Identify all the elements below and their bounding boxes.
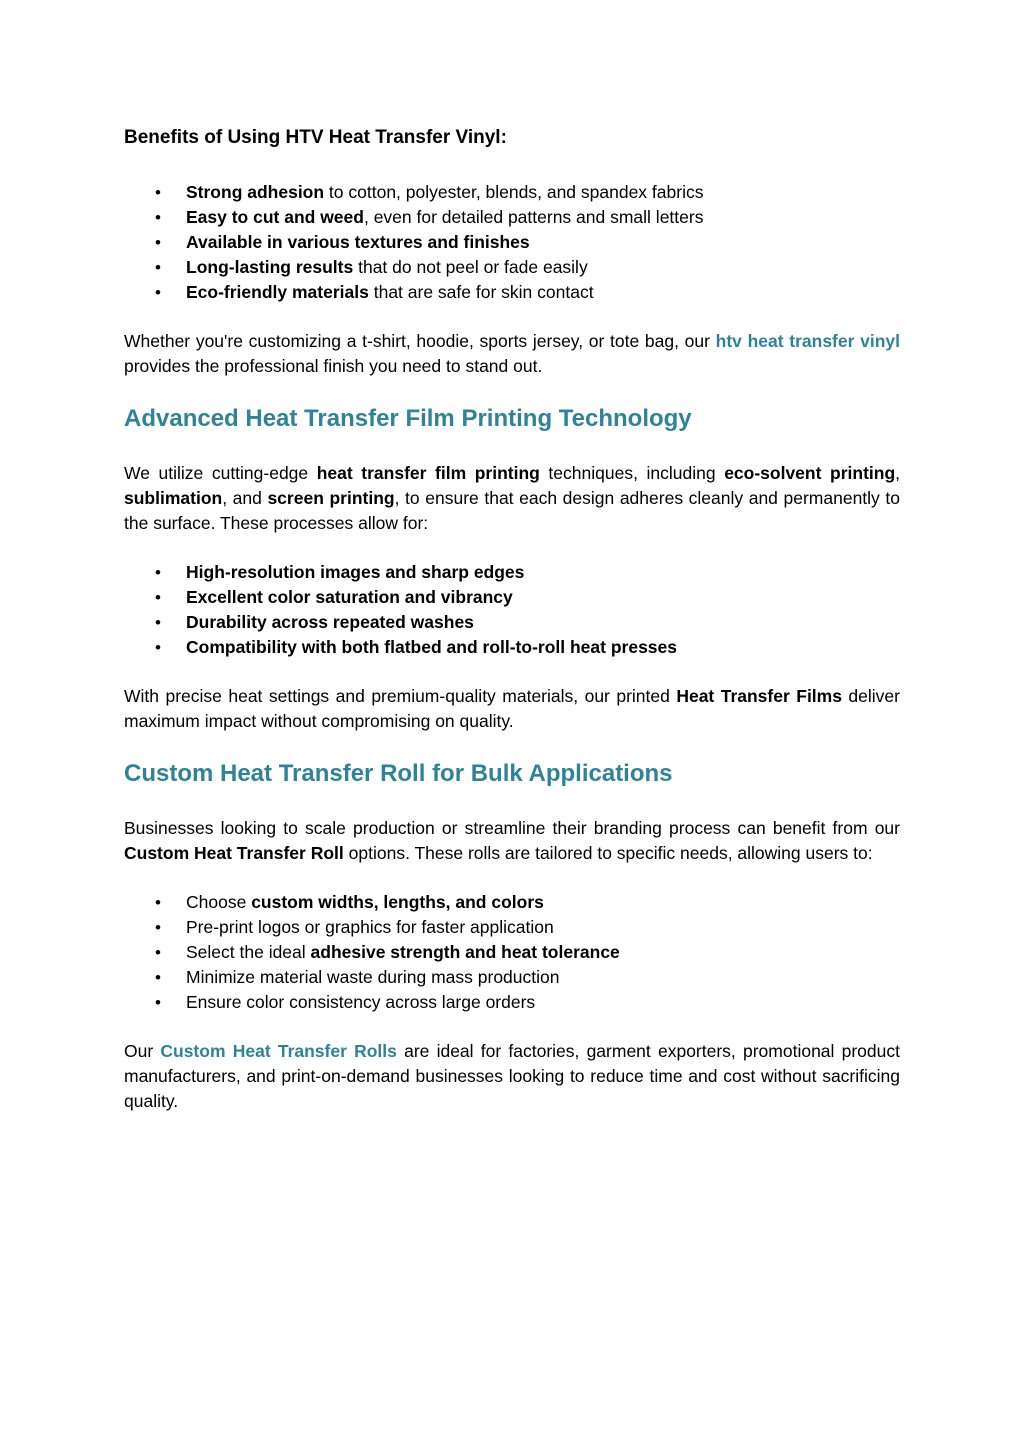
- list-item: • Eco-friendly materials that are safe for skin contact: [124, 280, 900, 305]
- list-item: • Choose custom widths, lengths, and colors: [124, 890, 900, 915]
- document-content: [124, 124, 900, 1138]
- list-item: • Strong adhesion to cotton, polyester, blends, and spandex fabrics: [124, 180, 900, 205]
- htv-heat-transfer-vinyl-link[interactable]: htv heat transfer vinyl: [715, 331, 900, 351]
- custom-roll-heading: Custom Heat Transfer Roll for Bulk Applications: [124, 760, 673, 787]
- custom-heat-transfer-rolls-link[interactable]: Custom Heat Transfer Rolls: [160, 1041, 397, 1061]
- bullet-icon: •: [155, 283, 161, 302]
- list-item: • Excellent color saturation and vibrancy: [124, 585, 900, 610]
- bullet-icon: •: [155, 638, 161, 657]
- list-item: • Available in various textures and finishes: [124, 230, 900, 255]
- list-item: • High-resolution images and sharp edges: [124, 560, 900, 585]
- film-printing-closing-paragraph: With precise heat settings and premium-quality materials, our printed Heat Transfer Films deliver maximum impact without compromising on quality.: [124, 686, 900, 731]
- film-printing-list: [124, 560, 900, 660]
- list-item: • Durability across repeated washes: [124, 610, 900, 635]
- film-printing-intro-paragraph: We utilize cutting-edge heat transfer film printing techniques, including eco-solvent printing, sublimation, and screen printing, to ensure that each design adheres cleanly and permanently to the surface. These processes allow for:: [124, 463, 901, 533]
- bullet-icon: •: [155, 943, 161, 962]
- bullet-icon: •: [155, 893, 161, 912]
- bullet-icon: •: [155, 993, 161, 1012]
- list-item: • Select the ideal adhesive strength and heat tolerance: [124, 940, 900, 965]
- bullet-icon: •: [155, 613, 161, 632]
- benefits-list: [124, 180, 900, 305]
- benefits-heading: Benefits of Using HTV Heat Transfer Vinyl:: [124, 127, 507, 148]
- bullet-icon: •: [155, 183, 161, 202]
- bullet-icon: •: [155, 208, 161, 227]
- bullet-icon: •: [155, 918, 161, 937]
- list-item: • Long-lasting results that do not peel or fade easily: [124, 255, 900, 280]
- list-item: • Minimize material waste during mass production: [124, 965, 900, 990]
- benefits-closing-paragraph: Whether you're customizing a t-shirt, hoodie, sports jersey, or tote bag, our htv heat transfer vinyl provides the professional finish you need to stand out.: [124, 331, 900, 376]
- bullet-icon: •: [155, 588, 161, 607]
- bullet-icon: •: [155, 968, 161, 987]
- bullet-icon: •: [155, 563, 161, 582]
- list-item: • Ensure color consistency across large orders: [124, 990, 900, 1015]
- custom-roll-list: [124, 890, 900, 1015]
- film-printing-heading: Advanced Heat Transfer Film Printing Technology: [124, 405, 692, 432]
- custom-roll-intro-paragraph: Businesses looking to scale production or streamline their branding process can benefit from our Custom Heat Transfer Roll options. These rolls are tailored to specific needs, allowing users to:: [124, 818, 900, 863]
- list-item: • Compatibility with both flatbed and roll-to-roll heat presses: [124, 635, 900, 660]
- list-item: • Easy to cut and weed, even for detailed patterns and small letters: [124, 205, 900, 230]
- bullet-icon: •: [155, 233, 161, 252]
- bullet-icon: •: [155, 258, 161, 277]
- list-item: • Pre-print logos or graphics for faster application: [124, 915, 900, 940]
- custom-roll-closing-paragraph: Our Custom Heat Transfer Rolls are ideal for factories, garment exporters, promotional product manufacturers, and print-on-demand businesses looking to reduce time and cost without sacrificing quality.: [124, 1041, 900, 1111]
